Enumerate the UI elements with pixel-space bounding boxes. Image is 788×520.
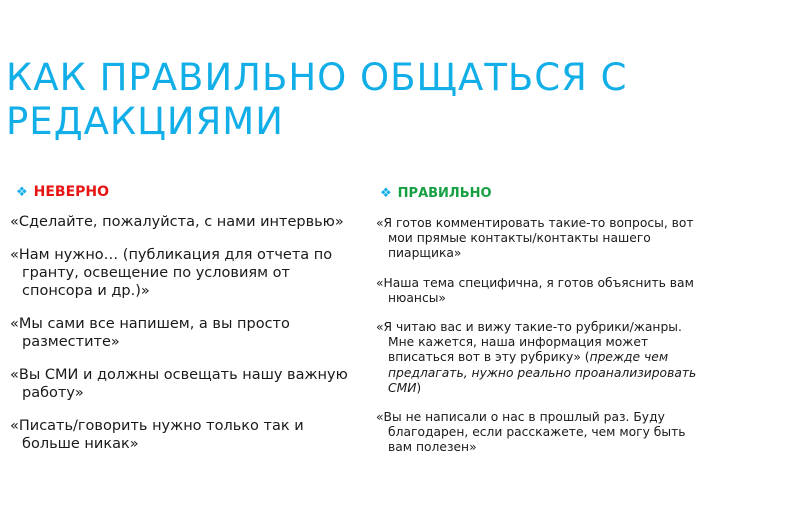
diamond-bullet-icon: ❖ xyxy=(16,184,28,200)
right-item xyxy=(376,320,706,396)
right-item-text: «Я читаю вас и вижу такие-то рубрики/жанры. Мне кажется, наша информация может вписаться вот в эту рубрику» ( xyxy=(376,320,682,365)
right-item: «Я готов комментировать такие-то вопросы, вот мои прямые контакты/контакты нашего пиарщика» xyxy=(376,216,694,261)
page-title: КАК ПРАВИЛЬНО ОБЩАТЬСЯ С РЕДАКЦИЯМИ xyxy=(6,56,628,143)
right-item: «Наша тема специфична, я готов объяснить вам нюансы» xyxy=(376,275,694,305)
wrong-item: «Вы СМИ и должны освещать нашу важную работу» xyxy=(10,367,348,401)
right-item-close-paren: ) xyxy=(416,380,422,395)
wrong-item: «Мы сами все напишем, а вы просто разместите» xyxy=(10,316,290,350)
right-heading-label: ПРАВИЛЬНО xyxy=(397,186,492,201)
right-heading xyxy=(380,186,706,201)
diamond-bullet-icon: ❖ xyxy=(380,186,392,201)
wrong-heading-label: НЕВЕРНО xyxy=(33,184,110,200)
right-item-note: прежде чем предлагать, нужно реально проанализировать СМИ xyxy=(388,350,697,395)
right-column xyxy=(376,186,706,470)
wrong-item: «Сделайте, пожалуйста, с нами интервью» xyxy=(10,214,344,230)
wrong-item: «Писать/говорить нужно только так и больше никак» xyxy=(10,418,304,452)
wrong-column xyxy=(10,184,350,468)
right-item: «Вы не написали о нас в прошлый раз. Буду благодарен, если расскажете, чем могу быть вам полезен» xyxy=(376,410,686,455)
wrong-item: «Нам нужно… (публикация для отчета по гранту, освещение по условиям от спонсора и др.)» xyxy=(10,247,333,299)
wrong-heading xyxy=(16,184,350,200)
